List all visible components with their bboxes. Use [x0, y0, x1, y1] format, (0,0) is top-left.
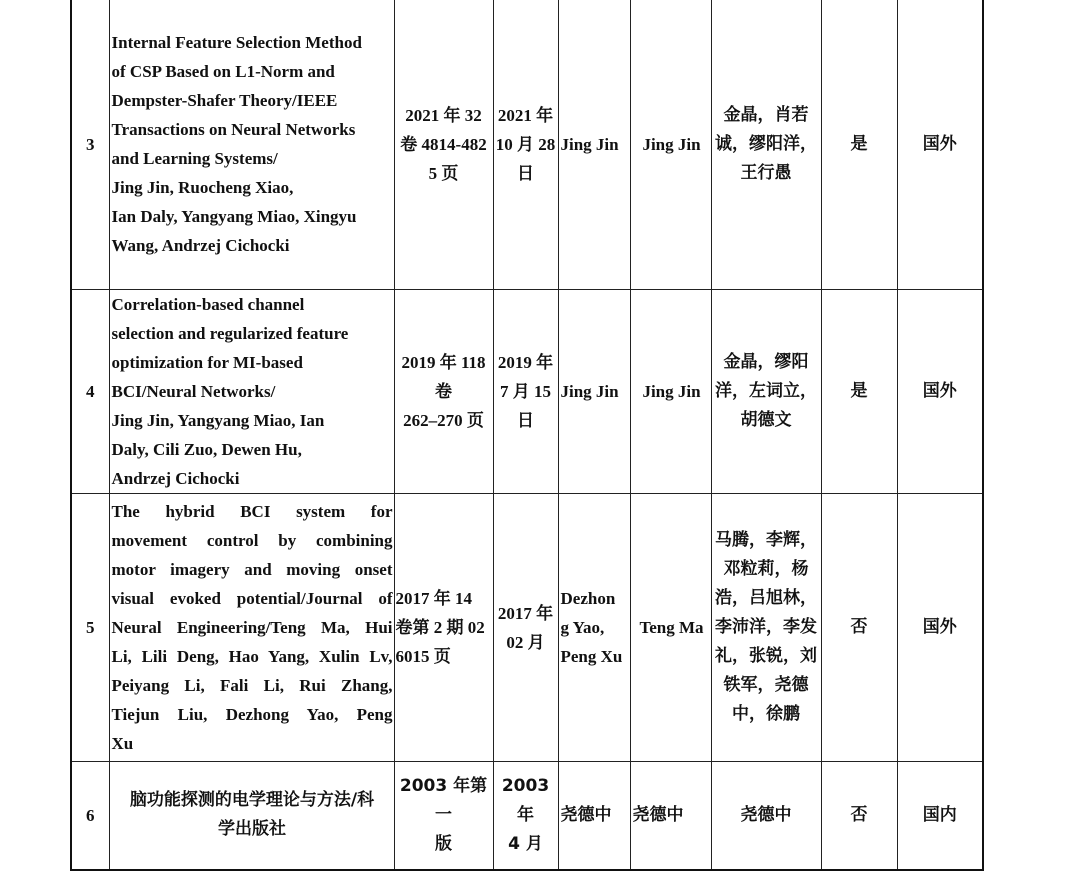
publish-date-cell — [493, 762, 558, 870]
other-authors-cell: 尧德中 — [711, 762, 821, 870]
publish-date-cell — [493, 290, 558, 494]
other-authors-cell — [711, 0, 821, 290]
row-number: 4 — [71, 290, 109, 494]
other-authors-cell — [711, 290, 821, 494]
author-line: Dezhon — [560, 589, 616, 608]
volume-line: 版 — [435, 833, 452, 854]
first-author-cell — [558, 494, 630, 762]
date-line: 7 月 15 — [500, 382, 551, 401]
title-line: Li, Lili Deng, Hao Yang, Xulin Lv, — [111, 647, 393, 666]
first-author-cell: Jing Jin — [558, 290, 630, 494]
author-line: 邓粒莉，杨 — [723, 559, 809, 579]
date-line: 日 — [517, 163, 534, 183]
title-line: motor imagery and moving onset — [111, 560, 393, 579]
title-line: Tiejun Liu, Dezhong Yao, Peng — [111, 705, 393, 724]
volume-line: 2021 年 32 — [405, 105, 482, 125]
flag-cell: 是 — [821, 290, 897, 494]
volume-pages-cell — [394, 0, 493, 290]
publish-date-cell — [493, 494, 558, 762]
date-line: 日 — [517, 411, 534, 430]
title-line: BCI/Neural Networks/ — [111, 382, 276, 401]
title-line: movement control by combining — [111, 531, 393, 550]
paper-title-cell — [109, 494, 394, 762]
row-number: 3 — [71, 0, 109, 290]
title-line: Ian Daly, Yangyang Miao, Xingyu — [111, 207, 357, 226]
corresponding-author-cell: 尧德中 — [630, 762, 711, 870]
volume-line: 262–270 页 — [403, 411, 484, 430]
paper-title-cell — [109, 0, 394, 290]
table-row — [71, 0, 983, 290]
corresponding-author-cell: Jing Jin — [630, 0, 711, 290]
volume-pages-cell — [394, 290, 493, 494]
date-line: 4 月 — [508, 833, 543, 854]
date-line: 2003 年 — [501, 775, 556, 825]
paper-title-cell — [109, 762, 394, 870]
title-line: The hybrid BCI system for — [111, 502, 393, 521]
region-cell: 国外 — [897, 494, 983, 762]
title-line: Wang, Andrzej Cichocki — [111, 236, 290, 255]
title-line: Peiyang Li, Fali Li, Rui Zhang, — [111, 676, 393, 695]
volume-line: 卷第 2 期 02 — [395, 618, 485, 637]
region-cell: 国外 — [897, 290, 983, 494]
volume-line: 5 页 — [428, 163, 459, 183]
author-line: 金晶，缪阳 — [723, 352, 809, 372]
volume-line: 2017 年 14 — [395, 589, 472, 608]
flag-cell: 是 — [821, 0, 897, 290]
row-number: 5 — [71, 494, 109, 762]
title-line: selection and regularized feature — [111, 324, 349, 343]
date-line: 10 月 28 — [495, 134, 556, 154]
title-line: Jing Jin, Yangyang Miao, Ian — [111, 411, 325, 430]
author-line: 胡德文 — [740, 410, 792, 430]
publish-date-cell — [493, 0, 558, 290]
table-row — [71, 494, 983, 762]
title-line: Neural Engineering/Teng Ma, Hui — [111, 618, 393, 637]
volume-line: 卷 — [435, 382, 452, 401]
title-line: Dempster-Shafer Theory/IEEE — [111, 91, 338, 110]
title-line: Daly, Cili Zuo, Dewen Hu, — [111, 440, 302, 459]
date-line: 2021 年 — [497, 105, 554, 125]
volume-pages-cell — [394, 494, 493, 762]
flag-cell: 否 — [821, 762, 897, 870]
title-line: of CSP Based on L1-Norm and — [111, 62, 335, 81]
author-line: 王行愚 — [740, 162, 792, 183]
title-line: visual evoked potential/Journal of — [111, 589, 393, 608]
title-line: Correlation-based channel — [111, 295, 305, 314]
author-line: 马腾，李辉， — [715, 530, 817, 550]
achievements-table — [70, 0, 984, 871]
row-number: 6 — [71, 762, 109, 870]
other-authors-cell — [711, 494, 821, 762]
date-line: 2019 年 — [497, 353, 554, 372]
flag-cell: 否 — [821, 494, 897, 762]
first-author-cell: Jing Jin — [558, 0, 630, 290]
author-line: 铁军，尧德 — [723, 675, 809, 695]
corresponding-author-cell: Jing Jin — [630, 290, 711, 494]
author-line: 浩，吕旭林， — [715, 588, 817, 608]
author-line: 中，徐鹏 — [732, 704, 800, 724]
title-line: Transactions on Neural Networks — [111, 120, 356, 139]
first-author-cell: 尧德中 — [558, 762, 630, 870]
corresponding-author-cell: Teng Ma — [630, 494, 711, 762]
region-cell: 国外 — [897, 0, 983, 290]
title-line: and Learning Systems/ — [111, 149, 278, 168]
title-line: Andrzej Cichocki — [111, 469, 240, 488]
paper-title-cell — [109, 290, 394, 494]
table-row — [71, 290, 983, 494]
volume-pages-cell — [394, 762, 493, 870]
title-line: Jing Jin, Ruocheng Xiao, — [111, 178, 294, 197]
volume-line: 2019 年 118 — [401, 353, 486, 372]
region-cell: 国内 — [897, 762, 983, 870]
title-line: Xu — [111, 734, 134, 753]
author-line: 金晶，肖若 — [723, 104, 809, 125]
date-line: 02 月 — [506, 632, 545, 652]
author-line: Peng Xu — [560, 647, 623, 666]
volume-line: 卷 4814-482 — [400, 134, 487, 154]
author-line: 洋，左词立， — [715, 381, 817, 401]
title-line: 脑功能探测的电学理论与方法/科 — [129, 790, 375, 811]
volume-line: 6015 页 — [395, 647, 451, 666]
author-line: 礼，张锐，刘 — [715, 646, 817, 666]
date-line: 2017 年 — [497, 603, 554, 623]
title-line: 学出版社 — [218, 819, 286, 840]
title-line: Internal Feature Selection Method — [111, 33, 362, 52]
author-line: 李沛洋，李发 — [715, 617, 817, 637]
author-line: 诚，缪阳洋， — [715, 133, 817, 154]
table-row — [71, 762, 983, 870]
title-line: optimization for MI-based — [111, 353, 303, 372]
volume-line: 2003 年第一 — [399, 775, 488, 825]
author-line: g Yao, — [560, 618, 605, 637]
